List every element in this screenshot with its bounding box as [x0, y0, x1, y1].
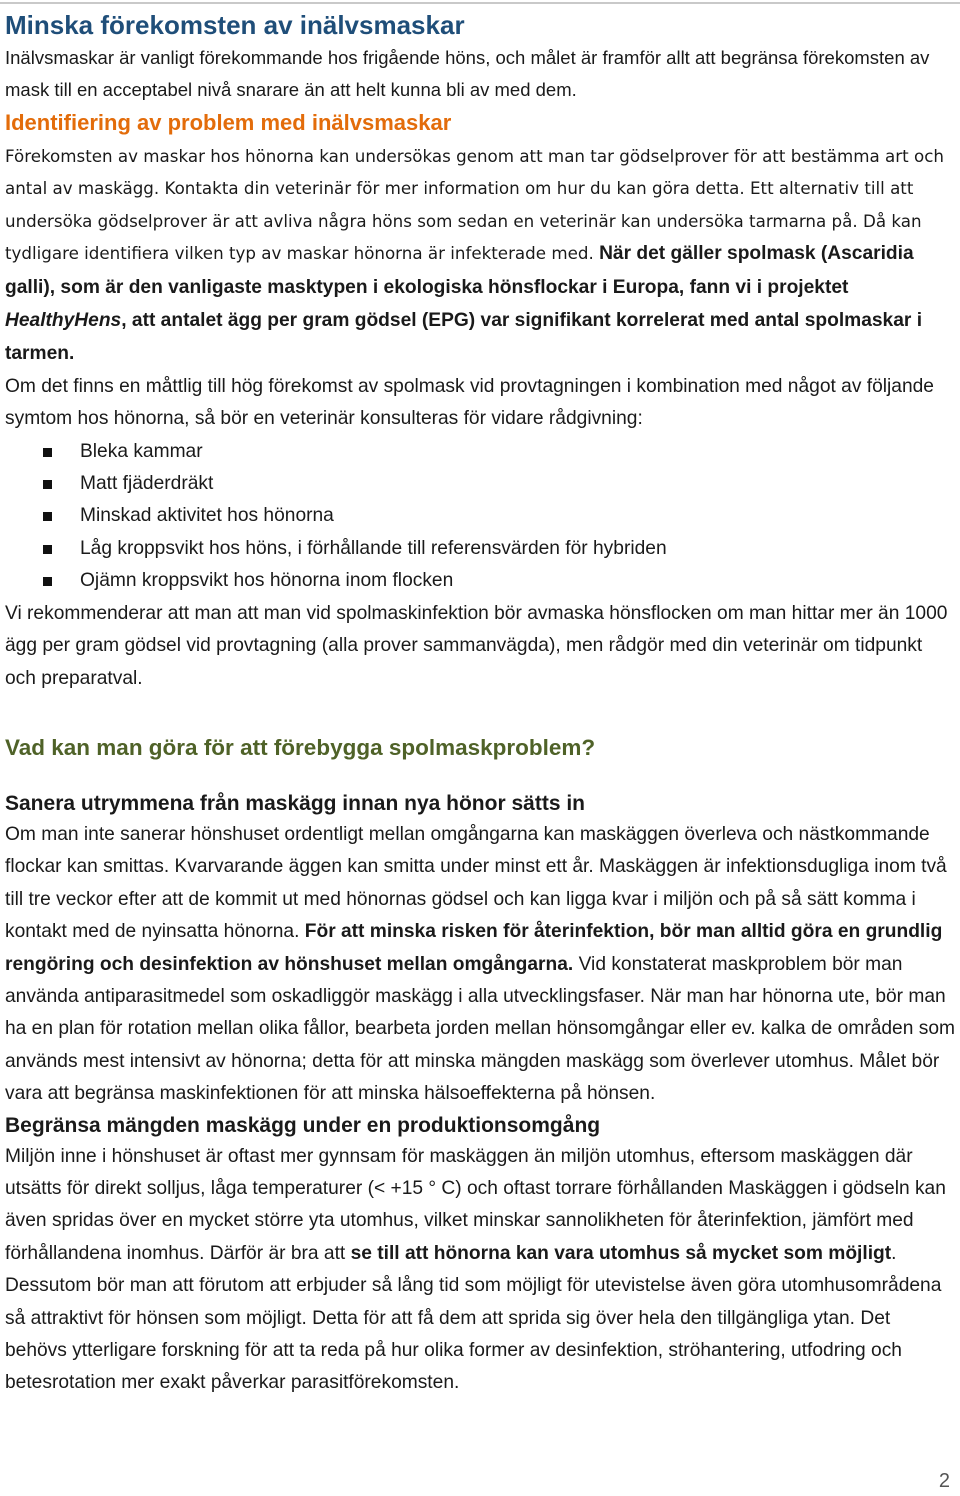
identification-text: Förekomsten av maskar hos hönorna kan undersökas genom att man tar gödselprover för att bestämma art och antal av maskägg. Kontakta din veterinär för mer information om hur du kan göra detta. Ett alternativ till att undersöka gödselprover är att avliva några höns som sedan en veterinär kan undersöka tarmarna på. Då kan tydligare identifiera vilken typ av maskar hönorna är infekterade med. — [5, 146, 944, 264]
list-item: Bleka kammar — [5, 436, 957, 468]
project-name: HealthyHens — [5, 310, 122, 332]
top-rule — [0, 2, 960, 4]
subheading-sanitize: Sanera utrymmena från maskägg innan nya hönor sätts in — [5, 791, 585, 815]
limit-eggs-paragraph: Miljön inne i hönshuset är oftast mer gynnsam för maskäggen än miljön utomhus, eftersom maskäggen där utsätts för direkt solljus, låga temperaturer (< +15 ° C) och oftast torrare förhållanden Maskäggen i gödseln kan även spridas över en mycket större yta utomhus, vilket minskar sannolikheten för återinfektion, jämfört med förhållandena inomhus. Därför är bra att se till att hönorna kan vara utomhus så mycket som möjligt. Dessutom bör man att förutom att erbjuder så lång tid som möjligt för utevistelse även göra utomhusområdena så attraktivt för hönsen som möjligt. Detta för att få dem att sprida sig över hela den tillgängliga ytan. Det behövs ytterligare forskning för att ta reda på hur olika former av desinfektion, ströhantering, utfodring och betesrotation mer exakt påverkar parasitförekomsten. — [5, 1145, 946, 1394]
page-number: 2 — [938, 1470, 950, 1492]
identification-paragraph — [5, 140, 957, 371]
symptoms-intro-paragraph: Om det finns en måttlig till hög förekomst av spolmask vid provtagningen i kombination med något av följande symtom hos hönorna, så bör en veterinär konsulteras för vidare rådgivning: — [5, 375, 934, 430]
section-heading-identification: Identifiering av problem med inälvsmaskar — [5, 110, 452, 135]
limit-eggs-bold-text: se till att hönorna kan vara utomhus så mycket som möjligt — [350, 1242, 892, 1264]
list-item: Låg kroppsvikt hos höns, i förhållande till referensvärden för hybriden — [5, 533, 957, 565]
sanitize-bold-text: För att minska risken för återinfektion, bör man alltid göra en grundlig rengöring och desinfektion av hönshuset mellan omgångarna. — [5, 921, 943, 975]
document-page — [5, 8, 957, 1400]
subheading-limit-eggs: Begränsa mängden maskägg under en produktionsomgång — [5, 1113, 601, 1137]
intro-paragraph: Inälvsmaskar är vanligt förekommande hos frigående höns, och målet är framför allt att begränsa förekomsten av mask till en acceptabel nivå snarare än att helt kunna bli av med dem. — [5, 47, 930, 100]
document-title: Minska förekomsten av inälvsmaskar — [5, 10, 465, 40]
symptom-list — [5, 436, 957, 598]
square-bullet-icon — [43, 480, 52, 489]
square-bullet-icon — [43, 448, 52, 457]
section-heading-prevention: Vad kan man göra för att förebygga spolmaskproblem? — [5, 734, 596, 760]
identification-bold-text: När det gäller spolmask (Ascaridia galli), som är den vanligaste masktypen i ekologiska hönsflockar i Europa, fann vi i projektet HealthyHens, att antalet ägg per gram gödsel (EPG) var signifikant korrelerat med antal spolmaskar i tarmen. — [5, 243, 923, 365]
square-bullet-icon — [43, 577, 52, 586]
list-item: Matt fjäderdräkt — [5, 468, 957, 500]
recommendation-paragraph: Vi rekommenderar att man att man vid spolmaskinfektion bör avmaska hönsflocken om man hittar mer än 1000 ägg per gram gödsel vid provtagning (alla prover sammanvägda), men rådgör med din veterinär om tidpunkt och preparatval. — [5, 602, 948, 689]
square-bullet-icon — [43, 512, 52, 521]
list-item: Minskad aktivitet hos hönorna — [5, 500, 957, 532]
square-bullet-icon — [43, 545, 52, 554]
list-item: Ojämn kroppsvikt hos hönorna inom flocken — [5, 565, 957, 597]
sanitize-paragraph: Om man inte sanerar hönshuset ordentligt mellan omgångarna kan maskäggen överleva och nästkommande flockar kan smittas. Kvarvarande äggen kan smitta under minst ett år. Maskäggen är infektionsdugliga inom två till tre veckor efter att de kommit ut med hönornas gödsel och kan ligga kvar i miljön och på så sätt komma i kontakt med de nyinsatta hönorna. För att minska risken för återinfektion, bör man alltid göra en grundlig rengöring och desinfektion av hönshuset mellan omgångarna. Vid konstaterat maskproblem bör man använda antiparasitmedel som oskadliggör maskägg i alla utvecklingsfaser. När man har hönorna ute, bör man ha en plan för rotation mellan olika fållor, bearbeta jorden mellan hönsomgångar eller ev. kalka de områden som används mest intensivt av hönorna; detta för att minska mängden maskägg som överlever utomhus. Målet bör vara att begränsa maskinfektionen för att minska hälsoeffekterna på hönsen. — [5, 823, 955, 1105]
